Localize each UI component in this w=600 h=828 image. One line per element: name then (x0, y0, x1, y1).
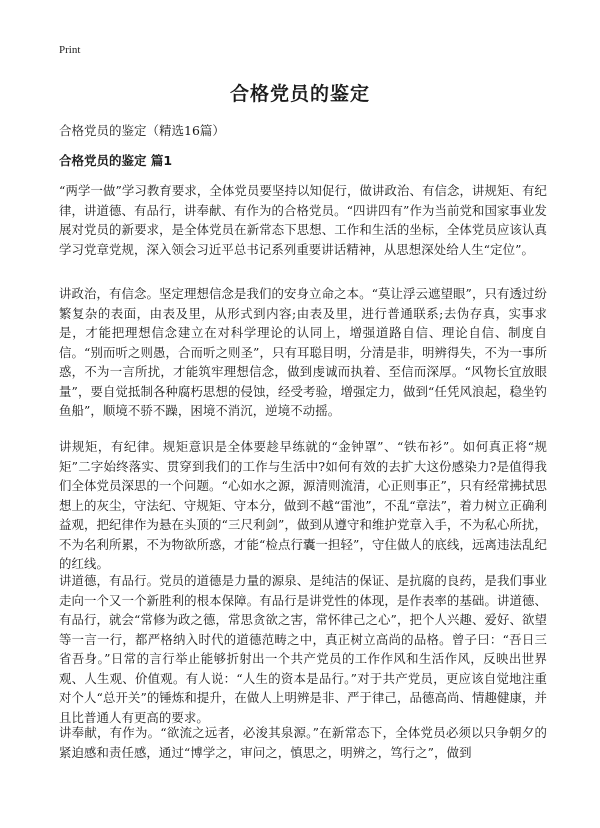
paragraph-rules: 讲规矩，有纪律。规矩意识是全体要趁早练就的“金钟罩”、“铁布衫”。如何真正将“规矩”二字始终落实、贯穿到我们的工作与生活中?如何有效的去扩大这份感染力?是值得我们全体党员深思的一个问题。“心如水之源，源清则流清，心正则事正”，只有经常拂拭思想上的灰尘，守法纪、守规矩、守本分，做到不越“雷池”，不乱“章法”，着力树立正确利益观，把纪律作为悬在头顶的“三尺利剑”，做到从遵守和维护党章入手，不为私心所扰，不为名利所累，不为物欲所惑，才能“检点行囊一担轻”，守住做人的底线，远离违法乱纪的红线。 (59, 439, 547, 571)
paragraph-morality: 讲道德，有品行。党员的道德是力量的源泉、是纯洁的保证、是抗腐的良药，是我们事业走向一个又一个新胜利的根本保障。有品行是讲党性的体现，是作表率的基础。讲道德、有品行，就会“常修为政之德，常思贪欲之害，常怀律己之心”，把个人兴趣、爱好、欲望等一言一行，都严格纳入时代的道德范畴之中，真正树立高尚的品格。曾子曰：“吾日三省吾身。”日常的言行举止能够折射出一个共产党员的工作作风和生活作风，反映出世界观、人生观、价值观。有人说：“人生的资本是品行。”对于共产党员，更应该自觉地注重对个人“总开关”的锤炼和提升，在做人上明辨是非、严于律己，品德高尚、情趣健康，并且比普通人有更高的要求。 (59, 573, 547, 725)
page-title: 合格党员的鉴定 (229, 83, 370, 105)
document-subtitle: 合格党员的鉴定（精选16篇） (59, 123, 225, 138)
paragraph-intro: “两学一做”学习教育要求，全体党员要坚持以知促行，做讲政治、有信念，讲规矩、有纪律，讲道德、有品行，讲奉献、有作为的合格党员。“四讲四有”作为当前党和国家事业发展对党员的新要求，是全体党员在新常态下思想、工作和生活的坐标，全体党员应该认真学习党章党规，深入领会习近平总书记系列重要讲话精神，从思想深处给人生“定位”。 (59, 183, 547, 257)
paragraph-politics: 讲政治，有信念。坚定理想信念是我们的安身立命之本。“莫让浮云遮望眼”，只有透过纷繁复杂的表面，由表及里，从形式到内容;由表及里，进行普通联系;去伪存真，实事求是，才能把理想信念建立在对科学理论的认同上，增强道路自信、理论自信、制度自信。“别而听之则愚，合而听之则圣”，只有耳聪目明，分清是非，明辨得失，不为一事所惑，不为一言所扰，才能筑牢理想信念，做到虔诚而执着、至信而深厚。“风物长宜放眼量”，要自觉抵制各种腐朽思想的侵蚀，经受考验，增强定力，做到“任凭风浪起，稳坐钓鱼船”，顺境不骄不躁，困境不消沉，逆境不动摇。 (59, 286, 547, 418)
section-heading: 合格党员的鉴定 篇1 (59, 153, 173, 168)
print-link[interactable]: Print (59, 44, 81, 56)
paragraph-dedication: 讲奉献，有作为。“欲流之远者，必浚其泉源。”在新常态下，全体党员必须以只争朝夕的紧迫感和责任感，通过“博学之，审问之，慎思之，明辨之，笃行之”，做到 (59, 725, 547, 760)
